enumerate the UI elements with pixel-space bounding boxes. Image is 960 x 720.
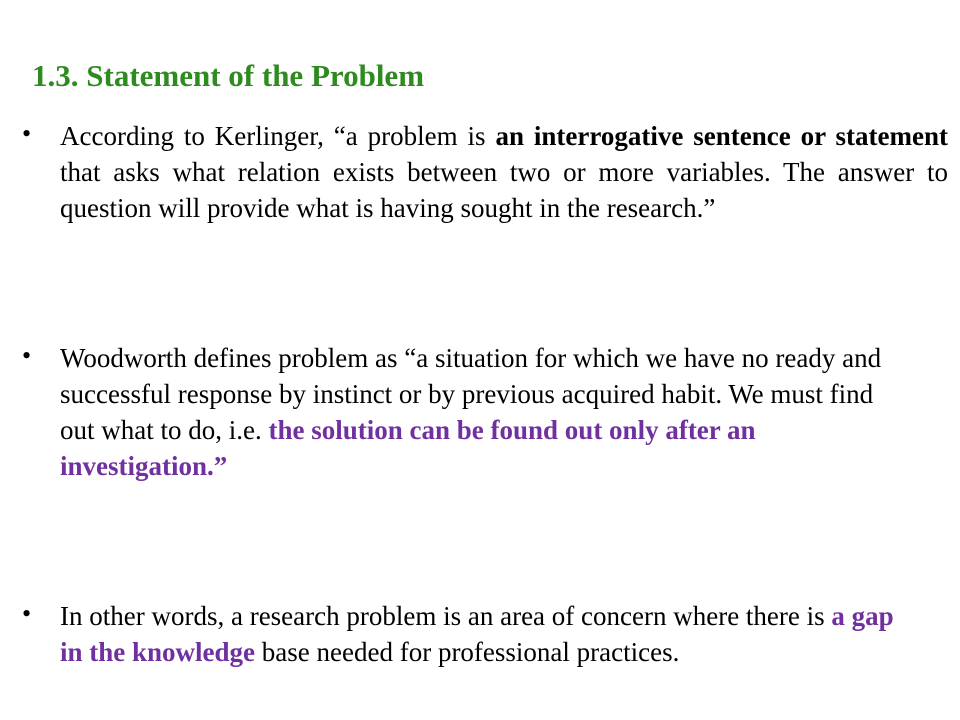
kerlinger-text-2: that asks what relation exists between two or more variables. The answer to question will provide what is having sought in the research.” — [60, 157, 948, 223]
woodworth-emphasis: the solution can be found out only after an investigation.” — [60, 415, 756, 481]
bullet-other-words — [22, 598, 900, 670]
slide-title: 1.3. Statement of the Problem — [32, 58, 425, 93]
bullet-kerlinger — [22, 118, 948, 226]
other-words-text-1: In other words, a research problem is an area of concern where there is — [60, 601, 832, 631]
other-words-text-2: base needed for professional practices. — [255, 637, 680, 667]
kerlinger-emphasis: an interrogative sentence or statement — [495, 121, 948, 151]
other-words-emphasis: a gap in the knowledge — [60, 601, 894, 667]
bullet-dot-icon: • — [22, 341, 32, 370]
bullet-dot-icon: • — [22, 599, 32, 628]
woodworth-text-1: Woodworth defines problem as “a situation for which we have no ready and successful response by instinct or by previous acquired habit. We must find out what to do, i.e. — [60, 343, 882, 445]
bullet-woodworth — [22, 340, 900, 484]
bullet-dot-icon: • — [22, 119, 32, 148]
kerlinger-text-1: According to Kerlinger, “a problem is — [60, 121, 496, 151]
